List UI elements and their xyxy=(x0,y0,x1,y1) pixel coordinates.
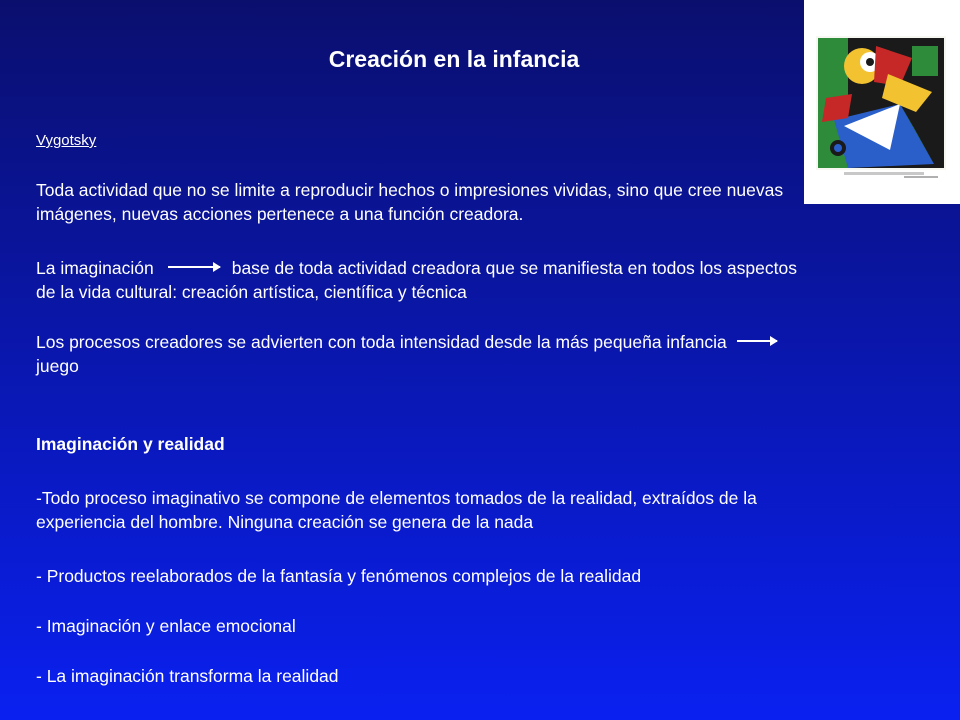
paragraph-childhood-tail: juego xyxy=(36,356,79,376)
paragraph-imagination xyxy=(36,256,806,304)
author-name: Vygotsky xyxy=(36,132,97,149)
painting-icon xyxy=(804,0,960,204)
point-emotional-link: - Imaginación y enlace emocional xyxy=(36,616,296,636)
section-heading: Imaginación y realidad xyxy=(36,434,225,454)
cubist-painting-image xyxy=(804,0,960,204)
paragraph-imagination-rest: base de toda actividad creadora que se manifiesta en todos los aspectos de la vida cultural: creación artística, científica y técnica xyxy=(36,258,797,302)
arrow-icon xyxy=(737,340,777,342)
paragraph-childhood xyxy=(36,330,806,378)
point-transforms-reality: - La imaginación transforma la realidad xyxy=(36,666,339,686)
point-fantasy-products: - Productos reelaborados de la fantasía y fenómenos complejos de la realidad xyxy=(36,566,642,586)
slide-title: Creación en la infancia xyxy=(328,46,580,72)
paragraph-childhood-lead: Los procesos creadores se advierten con toda intensidad desde la más pequeña infancia xyxy=(36,332,727,352)
point-reality-elements: -Todo proceso imaginativo se compone de elementos tomados de la realidad, extraídos de la experiencia del hombre. Ninguna creación se genera de la nada xyxy=(36,488,757,532)
arrow-icon xyxy=(168,266,220,268)
paragraph-creative-function: Toda actividad que no se limite a reproducir hechos o impresiones vividas, sino que cree nuevas imágenes, nuevas acciones pertenece a una función creadora. xyxy=(36,180,784,224)
paragraph-imagination-lead: La imaginación xyxy=(36,258,154,278)
